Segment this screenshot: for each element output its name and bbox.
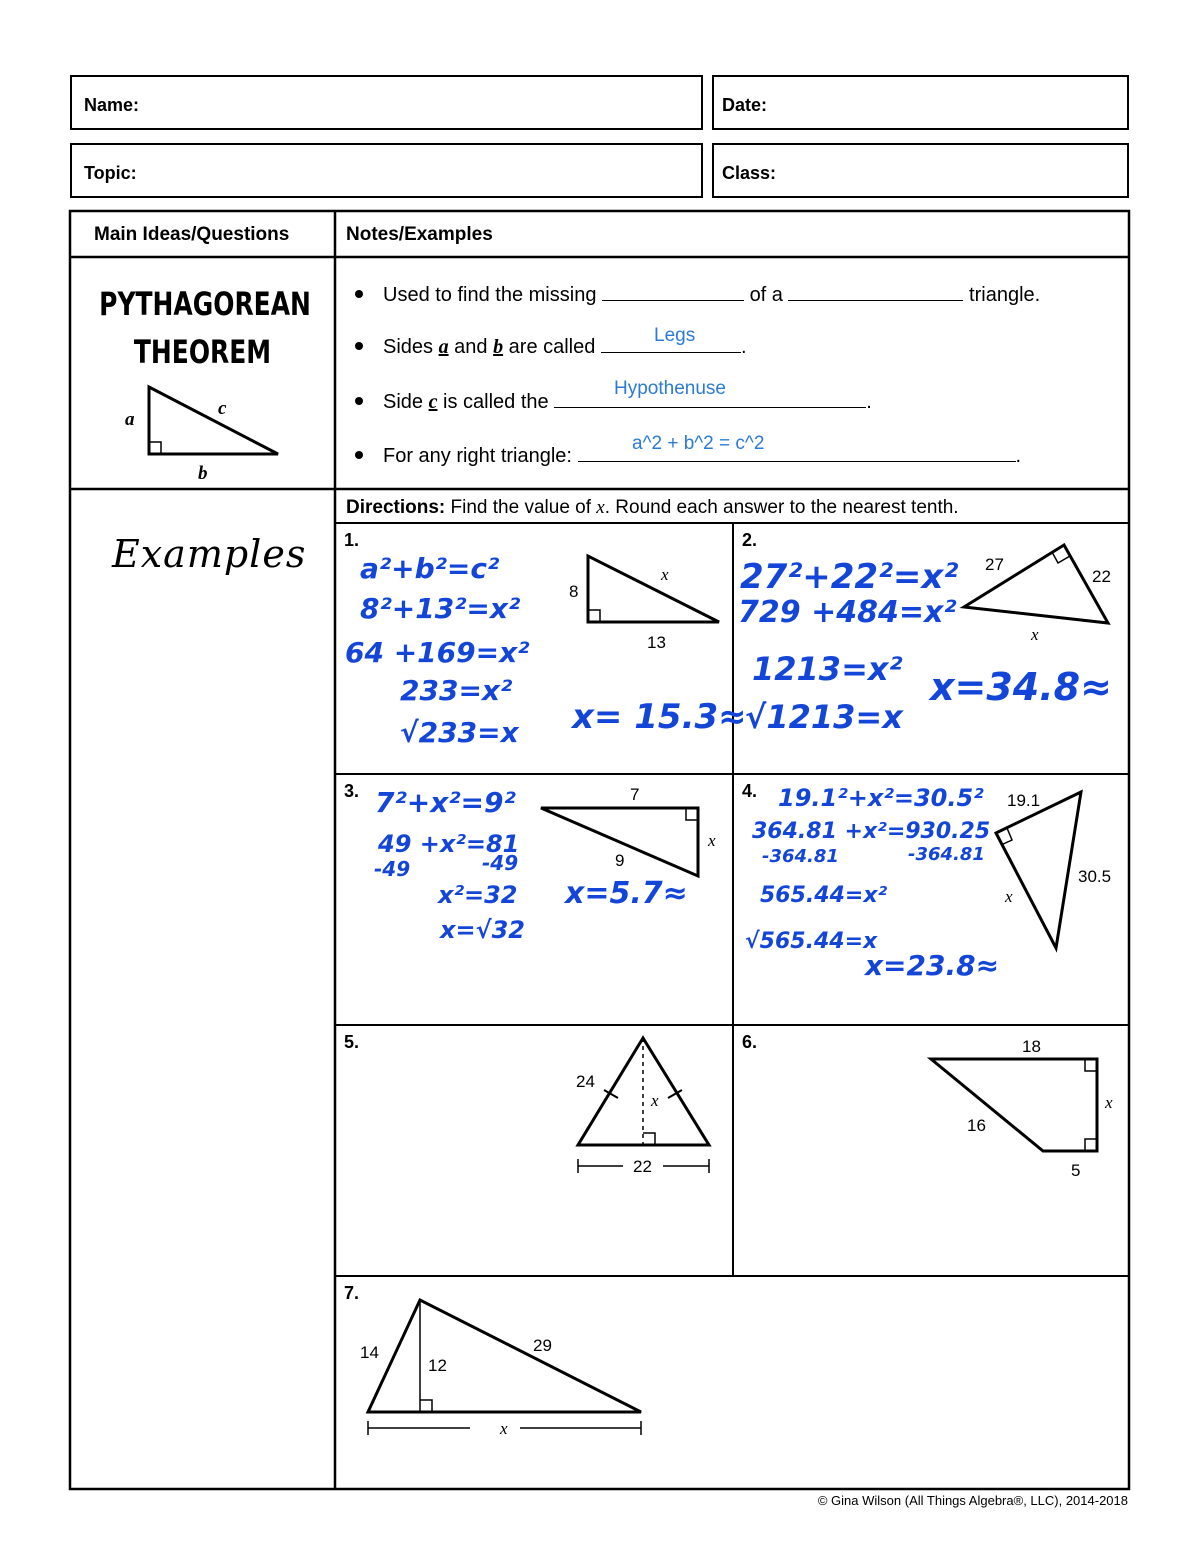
problem-3-hw-line3b: -49 xyxy=(482,851,519,875)
problem-2-side-27: 27 xyxy=(985,555,1004,574)
problem-3-side-9: 9 xyxy=(615,851,625,870)
problem-5-triangle xyxy=(576,1038,709,1177)
answer-legs: Legs xyxy=(654,325,696,346)
problem-7-side-14: 14 xyxy=(360,1343,379,1362)
problem-4-hw-answer: x=23.8≈ xyxy=(865,949,1000,982)
problem-4-side-30-5: 30.5 xyxy=(1078,867,1112,886)
examples-label: Examples xyxy=(112,532,307,576)
problem-2-handwriting xyxy=(738,557,1112,736)
problem-2-side-x: x xyxy=(1031,625,1039,644)
date-label: Date: xyxy=(722,95,768,115)
problem-6-side-x: x xyxy=(1105,1093,1113,1112)
problem-3-hw-answer: x=5.7≈ xyxy=(565,876,688,911)
problem-4-handwriting xyxy=(745,784,999,982)
problem-2-number: 2. xyxy=(742,530,758,550)
theorem-title-line2: THEOREM xyxy=(133,333,272,371)
note-bullet-2: Sides a and b are called . xyxy=(355,334,747,359)
problem-1-hw-line1: a²+b²=c² xyxy=(360,552,500,585)
problem-5-base-22: 22 xyxy=(633,1157,652,1176)
problem-3-side-x: x xyxy=(708,831,716,850)
problem-4-triangle xyxy=(996,791,1111,948)
problem-6-trapezoid xyxy=(931,1037,1113,1180)
directions: Directions: Find the value of x. Round each answer to the nearest tenth. xyxy=(346,497,959,518)
problem-7-height-12: 12 xyxy=(428,1356,447,1375)
problem-3-hw-line3a: -49 xyxy=(374,857,411,881)
problem-4-side-19-1: 19.1 xyxy=(1007,791,1041,810)
problem-3-handwriting xyxy=(374,786,688,944)
topic-label: Topic: xyxy=(84,163,137,183)
problem-3-number: 3. xyxy=(344,781,360,801)
problem-4-hw-line1: 19.1²+x²=30.5² xyxy=(778,784,984,812)
problem-3-side-7: 7 xyxy=(630,785,640,804)
problem-1-triangle xyxy=(569,556,719,652)
problem-2-hw-line4: √1213=x xyxy=(745,698,903,736)
problem-4-hw-line2: 364.81 +x²=930.25 xyxy=(752,819,991,844)
problem-4-hw-line3b: -364.81 xyxy=(908,844,985,865)
problem-6-side-18: 18 xyxy=(1022,1037,1041,1056)
answer-formula: a^2 + b^2 = c^2 xyxy=(632,433,765,454)
name-label: Name: xyxy=(84,95,140,115)
problem-7-triangle xyxy=(360,1300,641,1439)
problem-3-hw-line4: x²=32 xyxy=(438,881,518,909)
problem-2-hw-line2: 729 +484=x² xyxy=(738,595,957,630)
problem-1-hw-line5: √233=x xyxy=(400,716,519,749)
col-header-notes: Notes/Examples xyxy=(346,224,493,245)
theorem-side-a: a xyxy=(125,409,135,430)
problem-4-side-x: x xyxy=(1005,887,1013,906)
problem-7-base-x: x xyxy=(500,1419,508,1438)
problem-1-hw-line2: 8²+13²=x² xyxy=(360,592,521,625)
theorem-title-line1: PYTHAGOREAN xyxy=(99,285,311,323)
problem-7-number: 7. xyxy=(344,1283,360,1303)
problem-2-hw-answer: x=34.8≈ xyxy=(930,665,1112,709)
problem-6-side-16: 16 xyxy=(967,1116,986,1135)
problem-4-hw-line5: √565.44=x xyxy=(745,929,878,954)
problem-3-triangle xyxy=(541,785,716,876)
problem-3-hw-line1: 7²+x²=9² xyxy=(375,786,516,819)
theorem-side-c: c xyxy=(218,398,227,419)
problem-4-hw-line3a: -364.81 xyxy=(762,846,839,867)
problem-4-number: 4. xyxy=(742,781,758,801)
problem-1-hw-answer: x= 15.3≈ xyxy=(572,697,747,737)
note-bullet-3: Side c is called the . xyxy=(355,389,872,414)
problem-2-hw-line1: 27²+22²=x² xyxy=(740,557,959,597)
col-header-main-ideas: Main Ideas/Questions xyxy=(94,224,290,245)
problem-1-side-8: 8 xyxy=(569,582,579,601)
class-label: Class: xyxy=(722,163,777,183)
problem-1-number: 1. xyxy=(344,530,360,550)
problem-7-side-29: 29 xyxy=(533,1336,552,1355)
problem-5-side-24: 24 xyxy=(576,1072,595,1091)
problem-5-height-x: x xyxy=(651,1091,659,1110)
problem-1-side-x: x xyxy=(661,565,669,584)
problem-6-side-5: 5 xyxy=(1071,1161,1081,1180)
problem-2-side-22: 22 xyxy=(1092,567,1111,586)
problem-5-number: 5. xyxy=(344,1032,360,1052)
problem-1-hw-line3: 64 +169=x² xyxy=(345,636,530,669)
answer-hypotenuse: Hypothenuse xyxy=(614,378,726,399)
problem-2-hw-line3: 1213=x² xyxy=(752,650,903,688)
note-bullet-1: Used to find the missing of a triangle. xyxy=(355,282,1040,307)
problem-3-hw-line2: 49 +x²=81 xyxy=(378,830,520,858)
problem-4-hw-line4: 565.44=x² xyxy=(760,883,888,908)
copyright-footer: © Gina Wilson (All Things Algebra®, LLC), 2014-2018 xyxy=(817,1493,1128,1508)
theorem-side-b: b xyxy=(198,463,208,484)
problem-1-hw-line4: 233=x² xyxy=(400,674,513,707)
problem-1-handwriting xyxy=(345,552,747,749)
problem-3-hw-line5: x=√32 xyxy=(440,916,525,944)
problem-2-triangle xyxy=(964,545,1111,644)
problem-1-side-13: 13 xyxy=(647,633,666,652)
problem-6-number: 6. xyxy=(742,1032,758,1052)
note-bullet-4: For any right triangle: . xyxy=(355,443,1021,468)
